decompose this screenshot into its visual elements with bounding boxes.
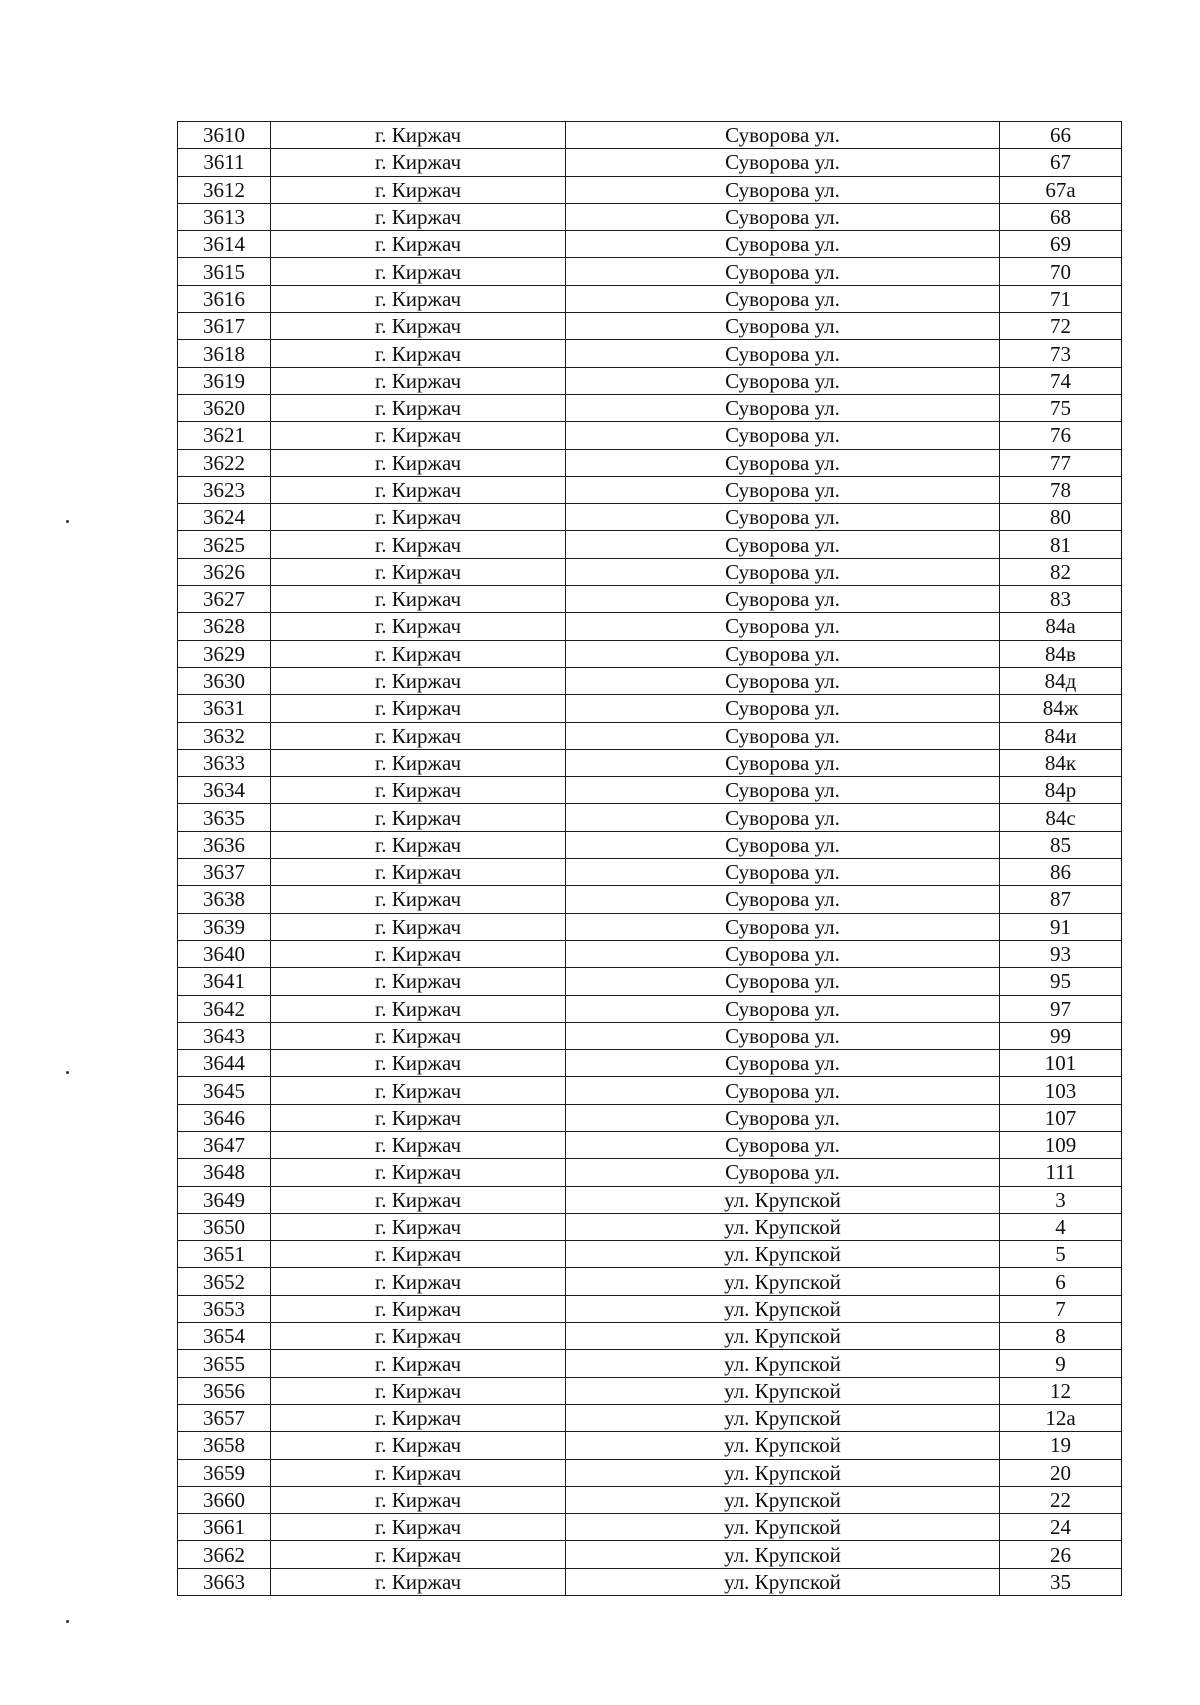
record-number-cell: 3657 bbox=[178, 1404, 271, 1431]
house-number-cell: 97 bbox=[1000, 995, 1122, 1022]
record-number-cell: 3639 bbox=[178, 913, 271, 940]
street-cell: ул. Крупской bbox=[566, 1514, 1000, 1541]
table-row bbox=[178, 831, 1122, 858]
city-cell: г. Киржач bbox=[271, 1131, 566, 1158]
house-number-cell: 22 bbox=[1000, 1486, 1122, 1513]
record-number-cell: 3621 bbox=[178, 422, 271, 449]
record-number-cell: 3640 bbox=[178, 940, 271, 967]
record-number-cell: 3629 bbox=[178, 640, 271, 667]
street-cell: ул. Крупской bbox=[566, 1432, 1000, 1459]
record-number-cell: 3638 bbox=[178, 886, 271, 913]
record-number-cell: 3632 bbox=[178, 722, 271, 749]
record-number-cell: 3642 bbox=[178, 995, 271, 1022]
street-cell: Суворова ул. bbox=[566, 640, 1000, 667]
city-cell: г. Киржач bbox=[271, 504, 566, 531]
record-number-cell: 3633 bbox=[178, 749, 271, 776]
street-cell: Суворова ул. bbox=[566, 586, 1000, 613]
city-cell: г. Киржач bbox=[271, 1022, 566, 1049]
house-number-cell: 76 bbox=[1000, 422, 1122, 449]
street-cell: Суворова ул. bbox=[566, 231, 1000, 258]
table-row bbox=[178, 613, 1122, 640]
house-number-cell: 35 bbox=[1000, 1568, 1122, 1595]
city-cell: г. Киржач bbox=[271, 1486, 566, 1513]
table-row bbox=[178, 1159, 1122, 1186]
city-cell: г. Киржач bbox=[271, 1432, 566, 1459]
street-cell: Суворова ул. bbox=[566, 913, 1000, 940]
record-number-cell: 3645 bbox=[178, 1077, 271, 1104]
city-cell: г. Киржач bbox=[271, 831, 566, 858]
street-cell: Суворова ул. bbox=[566, 1131, 1000, 1158]
house-number-cell: 7 bbox=[1000, 1295, 1122, 1322]
city-cell: г. Киржач bbox=[271, 777, 566, 804]
record-number-cell: 3625 bbox=[178, 531, 271, 558]
record-number-cell: 3651 bbox=[178, 1241, 271, 1268]
house-number-cell: 66 bbox=[1000, 122, 1122, 149]
house-number-cell: 101 bbox=[1000, 1050, 1122, 1077]
street-cell: ул. Крупской bbox=[566, 1541, 1000, 1568]
street-cell: Суворова ул. bbox=[566, 340, 1000, 367]
city-cell: г. Киржач bbox=[271, 1104, 566, 1131]
table-row bbox=[178, 1077, 1122, 1104]
table-row bbox=[178, 1377, 1122, 1404]
house-number-cell: 24 bbox=[1000, 1514, 1122, 1541]
house-number-cell: 4 bbox=[1000, 1213, 1122, 1240]
house-number-cell: 12 bbox=[1000, 1377, 1122, 1404]
record-number-cell: 3653 bbox=[178, 1295, 271, 1322]
house-number-cell: 84а bbox=[1000, 613, 1122, 640]
record-number-cell: 3624 bbox=[178, 504, 271, 531]
house-number-cell: 70 bbox=[1000, 258, 1122, 285]
street-cell: Суворова ул. bbox=[566, 394, 1000, 421]
table-row bbox=[178, 340, 1122, 367]
record-number-cell: 3612 bbox=[178, 176, 271, 203]
house-number-cell: 67 bbox=[1000, 149, 1122, 176]
city-cell: г. Киржач bbox=[271, 667, 566, 694]
table-row bbox=[178, 640, 1122, 667]
record-number-cell: 3620 bbox=[178, 394, 271, 421]
street-cell: Суворова ул. bbox=[566, 149, 1000, 176]
record-number-cell: 3617 bbox=[178, 313, 271, 340]
city-cell: г. Киржач bbox=[271, 1241, 566, 1268]
city-cell: г. Киржач bbox=[271, 913, 566, 940]
city-cell: г. Киржач bbox=[271, 422, 566, 449]
table-row bbox=[178, 122, 1122, 149]
city-cell: г. Киржач bbox=[271, 695, 566, 722]
city-cell: г. Киржач bbox=[271, 640, 566, 667]
street-cell: Суворова ул. bbox=[566, 695, 1000, 722]
city-cell: г. Киржач bbox=[271, 1323, 566, 1350]
house-number-cell: 87 bbox=[1000, 886, 1122, 913]
city-cell: г. Киржач bbox=[271, 722, 566, 749]
house-number-cell: 84р bbox=[1000, 777, 1122, 804]
table-row bbox=[178, 1050, 1122, 1077]
table-row bbox=[178, 1131, 1122, 1158]
record-number-cell: 3616 bbox=[178, 285, 271, 312]
street-cell: Суворова ул. bbox=[566, 613, 1000, 640]
house-number-cell: 3 bbox=[1000, 1186, 1122, 1213]
table-row bbox=[178, 531, 1122, 558]
house-number-cell: 80 bbox=[1000, 504, 1122, 531]
street-cell: Суворова ул. bbox=[566, 1050, 1000, 1077]
house-number-cell: 84в bbox=[1000, 640, 1122, 667]
house-number-cell: 19 bbox=[1000, 1432, 1122, 1459]
record-number-cell: 3650 bbox=[178, 1213, 271, 1240]
table-row bbox=[178, 695, 1122, 722]
scan-speck bbox=[66, 1071, 69, 1074]
street-cell: Суворова ул. bbox=[566, 968, 1000, 995]
table-row bbox=[178, 749, 1122, 776]
table-row bbox=[178, 968, 1122, 995]
house-number-cell: 99 bbox=[1000, 1022, 1122, 1049]
house-number-cell: 78 bbox=[1000, 476, 1122, 503]
house-number-cell: 83 bbox=[1000, 586, 1122, 613]
street-cell: Суворова ул. bbox=[566, 558, 1000, 585]
city-cell: г. Киржач bbox=[271, 1050, 566, 1077]
table-row bbox=[178, 394, 1122, 421]
city-cell: г. Киржач bbox=[271, 859, 566, 886]
house-number-cell: 67а bbox=[1000, 176, 1122, 203]
house-number-cell: 82 bbox=[1000, 558, 1122, 585]
street-cell: Суворова ул. bbox=[566, 831, 1000, 858]
street-cell: Суворова ул. bbox=[566, 1077, 1000, 1104]
house-number-cell: 107 bbox=[1000, 1104, 1122, 1131]
city-cell: г. Киржач bbox=[271, 476, 566, 503]
table-row bbox=[178, 1486, 1122, 1513]
address-table bbox=[177, 121, 1122, 1596]
house-number-cell: 72 bbox=[1000, 313, 1122, 340]
house-number-cell: 68 bbox=[1000, 203, 1122, 230]
record-number-cell: 3654 bbox=[178, 1323, 271, 1350]
street-cell: ул. Крупской bbox=[566, 1241, 1000, 1268]
city-cell: г. Киржач bbox=[271, 968, 566, 995]
record-number-cell: 3626 bbox=[178, 558, 271, 585]
record-number-cell: 3658 bbox=[178, 1432, 271, 1459]
record-number-cell: 3634 bbox=[178, 777, 271, 804]
street-cell: ул. Крупской bbox=[566, 1404, 1000, 1431]
street-cell: ул. Крупской bbox=[566, 1486, 1000, 1513]
city-cell: г. Киржач bbox=[271, 367, 566, 394]
record-number-cell: 3646 bbox=[178, 1104, 271, 1131]
street-cell: Суворова ул. bbox=[566, 122, 1000, 149]
table-row bbox=[178, 667, 1122, 694]
city-cell: г. Киржач bbox=[271, 176, 566, 203]
record-number-cell: 3637 bbox=[178, 859, 271, 886]
record-number-cell: 3648 bbox=[178, 1159, 271, 1186]
record-number-cell: 3662 bbox=[178, 1541, 271, 1568]
city-cell: г. Киржач bbox=[271, 613, 566, 640]
record-number-cell: 3655 bbox=[178, 1350, 271, 1377]
street-cell: ул. Крупской bbox=[566, 1568, 1000, 1595]
street-cell: Суворова ул. bbox=[566, 995, 1000, 1022]
city-cell: г. Киржач bbox=[271, 886, 566, 913]
city-cell: г. Киржач bbox=[271, 1514, 566, 1541]
table-row bbox=[178, 1404, 1122, 1431]
city-cell: г. Киржач bbox=[271, 586, 566, 613]
record-number-cell: 3628 bbox=[178, 613, 271, 640]
table-row bbox=[178, 1295, 1122, 1322]
house-number-cell: 93 bbox=[1000, 940, 1122, 967]
street-cell: Суворова ул. bbox=[566, 777, 1000, 804]
house-number-cell: 5 bbox=[1000, 1241, 1122, 1268]
address-table-body bbox=[178, 122, 1122, 1596]
city-cell: г. Киржач bbox=[271, 1186, 566, 1213]
record-number-cell: 3663 bbox=[178, 1568, 271, 1595]
city-cell: г. Киржач bbox=[271, 1295, 566, 1322]
record-number-cell: 3661 bbox=[178, 1514, 271, 1541]
record-number-cell: 3619 bbox=[178, 367, 271, 394]
city-cell: г. Киржач bbox=[271, 940, 566, 967]
record-number-cell: 3613 bbox=[178, 203, 271, 230]
house-number-cell: 8 bbox=[1000, 1323, 1122, 1350]
street-cell: Суворова ул. bbox=[566, 749, 1000, 776]
table-row bbox=[178, 1104, 1122, 1131]
street-cell: Суворова ул. bbox=[566, 1104, 1000, 1131]
street-cell: Суворова ул. bbox=[566, 722, 1000, 749]
house-number-cell: 12а bbox=[1000, 1404, 1122, 1431]
street-cell: Суворова ул. bbox=[566, 476, 1000, 503]
table-row bbox=[178, 313, 1122, 340]
house-number-cell: 84к bbox=[1000, 749, 1122, 776]
house-number-cell: 77 bbox=[1000, 449, 1122, 476]
city-cell: г. Киржач bbox=[271, 1077, 566, 1104]
record-number-cell: 3623 bbox=[178, 476, 271, 503]
record-number-cell: 3630 bbox=[178, 667, 271, 694]
street-cell: Суворова ул. bbox=[566, 422, 1000, 449]
table-row bbox=[178, 777, 1122, 804]
city-cell: г. Киржач bbox=[271, 1459, 566, 1486]
record-number-cell: 3614 bbox=[178, 231, 271, 258]
city-cell: г. Киржач bbox=[271, 231, 566, 258]
table-row bbox=[178, 285, 1122, 312]
table-row bbox=[178, 149, 1122, 176]
house-number-cell: 75 bbox=[1000, 394, 1122, 421]
street-cell: Суворова ул. bbox=[566, 176, 1000, 203]
table-row bbox=[178, 1514, 1122, 1541]
city-cell: г. Киржач bbox=[271, 1568, 566, 1595]
street-cell: Суворова ул. bbox=[566, 313, 1000, 340]
city-cell: г. Киржач bbox=[271, 1350, 566, 1377]
house-number-cell: 26 bbox=[1000, 1541, 1122, 1568]
street-cell: Суворова ул. bbox=[566, 804, 1000, 831]
table-row bbox=[178, 1241, 1122, 1268]
table-row bbox=[178, 558, 1122, 585]
house-number-cell: 111 bbox=[1000, 1159, 1122, 1186]
record-number-cell: 3627 bbox=[178, 586, 271, 613]
house-number-cell: 84и bbox=[1000, 722, 1122, 749]
house-number-cell: 73 bbox=[1000, 340, 1122, 367]
table-row bbox=[178, 1213, 1122, 1240]
house-number-cell: 9 bbox=[1000, 1350, 1122, 1377]
table-row bbox=[178, 940, 1122, 967]
record-number-cell: 3644 bbox=[178, 1050, 271, 1077]
city-cell: г. Киржач bbox=[271, 558, 566, 585]
city-cell: г. Киржач bbox=[271, 394, 566, 421]
table-row bbox=[178, 995, 1122, 1022]
house-number-cell: 85 bbox=[1000, 831, 1122, 858]
street-cell: ул. Крупской bbox=[566, 1186, 1000, 1213]
street-cell: Суворова ул. bbox=[566, 1159, 1000, 1186]
house-number-cell: 6 bbox=[1000, 1268, 1122, 1295]
street-cell: Суворова ул. bbox=[566, 367, 1000, 394]
city-cell: г. Киржач bbox=[271, 531, 566, 558]
record-number-cell: 3641 bbox=[178, 968, 271, 995]
table-row bbox=[178, 367, 1122, 394]
record-number-cell: 3611 bbox=[178, 149, 271, 176]
street-cell: Суворова ул. bbox=[566, 285, 1000, 312]
record-number-cell: 3631 bbox=[178, 695, 271, 722]
table-row bbox=[178, 1323, 1122, 1350]
record-number-cell: 3660 bbox=[178, 1486, 271, 1513]
street-cell: Суворова ул. bbox=[566, 203, 1000, 230]
street-cell: Суворова ул. bbox=[566, 504, 1000, 531]
city-cell: г. Киржач bbox=[271, 313, 566, 340]
street-cell: Суворова ул. bbox=[566, 258, 1000, 285]
record-number-cell: 3622 bbox=[178, 449, 271, 476]
city-cell: г. Киржач bbox=[271, 149, 566, 176]
city-cell: г. Киржач bbox=[271, 340, 566, 367]
city-cell: г. Киржач bbox=[271, 804, 566, 831]
table-row bbox=[178, 886, 1122, 913]
table-row bbox=[178, 258, 1122, 285]
house-number-cell: 86 bbox=[1000, 859, 1122, 886]
table-row bbox=[178, 859, 1122, 886]
record-number-cell: 3636 bbox=[178, 831, 271, 858]
table-row bbox=[178, 1022, 1122, 1049]
city-cell: г. Киржач bbox=[271, 1541, 566, 1568]
city-cell: г. Киржач bbox=[271, 1159, 566, 1186]
record-number-cell: 3647 bbox=[178, 1131, 271, 1158]
house-number-cell: 95 bbox=[1000, 968, 1122, 995]
city-cell: г. Киржач bbox=[271, 258, 566, 285]
table-row bbox=[178, 422, 1122, 449]
house-number-cell: 84ж bbox=[1000, 695, 1122, 722]
city-cell: г. Киржач bbox=[271, 285, 566, 312]
table-row bbox=[178, 1432, 1122, 1459]
city-cell: г. Киржач bbox=[271, 1404, 566, 1431]
house-number-cell: 84с bbox=[1000, 804, 1122, 831]
record-number-cell: 3656 bbox=[178, 1377, 271, 1404]
table-row bbox=[178, 176, 1122, 203]
house-number-cell: 84д bbox=[1000, 667, 1122, 694]
record-number-cell: 3610 bbox=[178, 122, 271, 149]
table-row bbox=[178, 449, 1122, 476]
city-cell: г. Киржач bbox=[271, 1377, 566, 1404]
table-row bbox=[178, 1268, 1122, 1295]
house-number-cell: 103 bbox=[1000, 1077, 1122, 1104]
record-number-cell: 3659 bbox=[178, 1459, 271, 1486]
street-cell: ул. Крупской bbox=[566, 1350, 1000, 1377]
street-cell: ул. Крупской bbox=[566, 1323, 1000, 1350]
table-row bbox=[178, 1350, 1122, 1377]
street-cell: ул. Крупской bbox=[566, 1295, 1000, 1322]
city-cell: г. Киржач bbox=[271, 1268, 566, 1295]
scan-speck bbox=[66, 1620, 69, 1623]
record-number-cell: 3652 bbox=[178, 1268, 271, 1295]
city-cell: г. Киржач bbox=[271, 203, 566, 230]
record-number-cell: 3649 bbox=[178, 1186, 271, 1213]
table-row bbox=[178, 231, 1122, 258]
record-number-cell: 3618 bbox=[178, 340, 271, 367]
house-number-cell: 74 bbox=[1000, 367, 1122, 394]
street-cell: ул. Крупской bbox=[566, 1377, 1000, 1404]
house-number-cell: 71 bbox=[1000, 285, 1122, 312]
house-number-cell: 69 bbox=[1000, 231, 1122, 258]
table-row bbox=[178, 586, 1122, 613]
street-cell: Суворова ул. bbox=[566, 449, 1000, 476]
table-row bbox=[178, 804, 1122, 831]
house-number-cell: 109 bbox=[1000, 1131, 1122, 1158]
table-row bbox=[178, 1541, 1122, 1568]
street-cell: Суворова ул. bbox=[566, 886, 1000, 913]
street-cell: Суворова ул. bbox=[566, 667, 1000, 694]
table-row bbox=[178, 913, 1122, 940]
street-cell: Суворова ул. bbox=[566, 859, 1000, 886]
house-number-cell: 81 bbox=[1000, 531, 1122, 558]
street-cell: ул. Крупской bbox=[566, 1459, 1000, 1486]
city-cell: г. Киржач bbox=[271, 995, 566, 1022]
city-cell: г. Киржач bbox=[271, 1213, 566, 1240]
table-row bbox=[178, 1459, 1122, 1486]
street-cell: Суворова ул. bbox=[566, 940, 1000, 967]
city-cell: г. Киржач bbox=[271, 449, 566, 476]
street-cell: Суворова ул. bbox=[566, 1022, 1000, 1049]
record-number-cell: 3643 bbox=[178, 1022, 271, 1049]
house-number-cell: 91 bbox=[1000, 913, 1122, 940]
street-cell: ул. Крупской bbox=[566, 1268, 1000, 1295]
scan-speck bbox=[66, 520, 69, 523]
table-row bbox=[178, 203, 1122, 230]
table-row bbox=[178, 504, 1122, 531]
house-number-cell: 20 bbox=[1000, 1459, 1122, 1486]
street-cell: ул. Крупской bbox=[566, 1213, 1000, 1240]
table-row bbox=[178, 722, 1122, 749]
city-cell: г. Киржач bbox=[271, 749, 566, 776]
table-row bbox=[178, 1186, 1122, 1213]
table-row bbox=[178, 476, 1122, 503]
street-cell: Суворова ул. bbox=[566, 531, 1000, 558]
record-number-cell: 3615 bbox=[178, 258, 271, 285]
table-row bbox=[178, 1568, 1122, 1595]
city-cell: г. Киржач bbox=[271, 122, 566, 149]
record-number-cell: 3635 bbox=[178, 804, 271, 831]
